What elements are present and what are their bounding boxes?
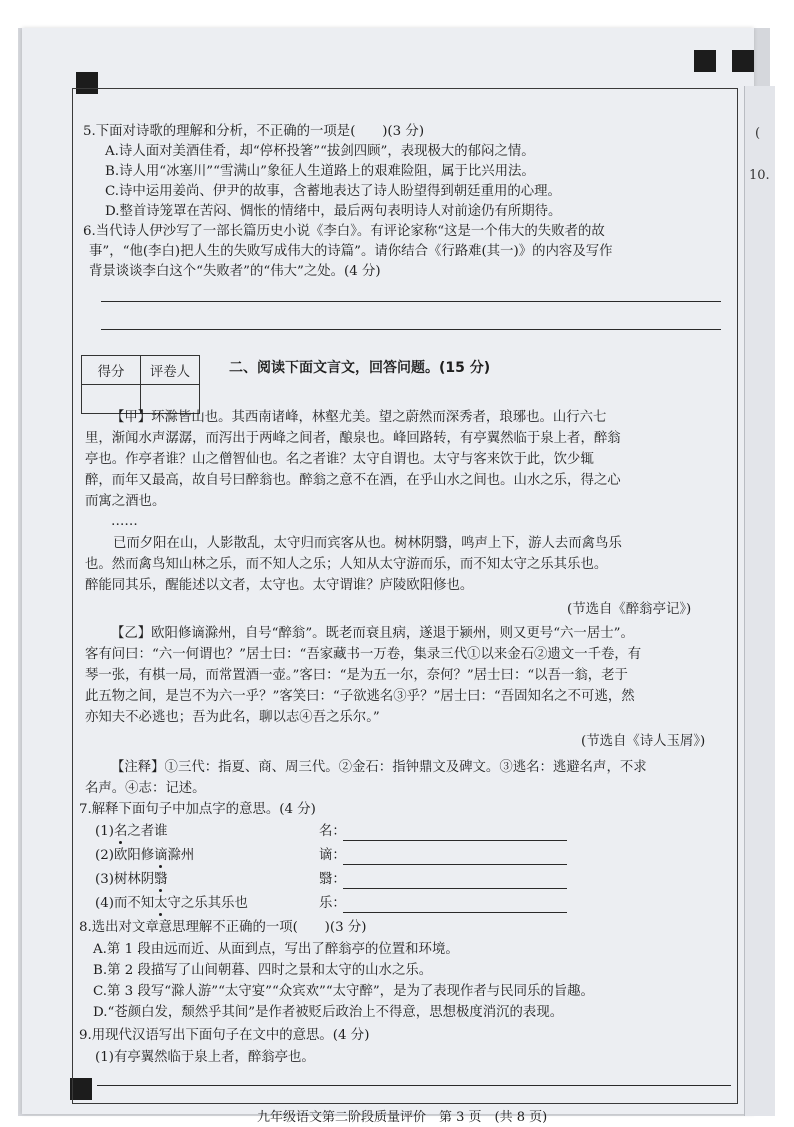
notes-line-2: 名声。④志：记述。 xyxy=(85,781,206,796)
q7-item-rest: 滁州 xyxy=(167,848,195,863)
dotted-char: 谪 xyxy=(154,848,168,863)
q8-stem: 8.选出对文章意思理解不正确的一项( )(3 分) xyxy=(79,920,367,935)
q7-answer-line-4[interactable] xyxy=(343,912,567,913)
score-header: 得分 xyxy=(82,356,141,385)
passage-yi-line: 琴一张，有棋一局，而常置酒一壶。”客曰：“是为五一尔，奈何？”居士曰：“以吾一翁，老于 xyxy=(85,668,628,683)
q6-line-3: 背景谈谈李白这个“失败者”的“伟大”之处。(4 分) xyxy=(89,264,381,279)
dotted-char: 太 xyxy=(154,896,168,911)
q9-answer-line[interactable] xyxy=(97,1085,731,1086)
q9-item-1: (1)有亭翼然临于泉上者，醉翁亭也。 xyxy=(95,1050,315,1065)
q5-option-c: C.诗中运用姜尚、伊尹的故事，含蓄地表达了诗人盼望得到朝廷重用的心理。 xyxy=(105,184,561,199)
q7-key-2: 谪： xyxy=(319,848,346,863)
q7-item-2 xyxy=(95,847,194,865)
q7-item-prefix: (3)树林阴 xyxy=(95,872,155,887)
q7-answer-line-1[interactable] xyxy=(343,840,567,841)
adjacent-page-text: 10. xyxy=(749,168,770,183)
q7-item-prefix: (1) xyxy=(95,824,114,839)
q7-item-rest: 之者谁 xyxy=(127,824,168,839)
q6-line-1: 6.当代诗人伊沙写了一部长篇历史小说《李白》。有评论家称“这是一个伟大的失败者的故 xyxy=(83,224,605,239)
q8-option-a: A.第 1 段由远而近、从面到点，写出了醉翁亭的位置和环境。 xyxy=(93,942,459,957)
passage-jia-line: 醉，而年又最高，故自号曰醉翁也。醉翁之意不在酒，在乎山水之间也。山水之乐，得之心 xyxy=(85,473,621,488)
page-footer: 九年级语文第二阶段质量评价 第 3 页 (共 8 页) xyxy=(257,1110,548,1125)
q7-item-3 xyxy=(95,871,168,889)
q6-answer-line-1[interactable] xyxy=(101,301,721,302)
q7-key-4: 乐： xyxy=(319,896,346,911)
passage-jia-line: 【甲】环滁皆山也。其西南诸峰，林壑尤美。望之蔚然而深秀者，琅琊也。山行六七 xyxy=(111,410,607,425)
q8-option-d: D.“苍颜白发，颓然乎其间”是作者被贬后政治上不得意，思想极度消沉的表现。 xyxy=(93,1005,564,1020)
photo-background xyxy=(18,28,770,1125)
q8-option-b: B.第 2 段描写了山间朝暮、四时之景和太守的山水之乐。 xyxy=(93,963,433,978)
passage-jia-line: 里，渐闻水声潺潺，而泻出于两峰之间者，酿泉也。峰回路转，有亭翼然临于泉上者，醉翁 xyxy=(85,431,621,446)
registration-mark-top-right-1 xyxy=(694,50,716,72)
q7-answer-line-2[interactable] xyxy=(343,864,567,865)
q9-stem: 9.用现代汉语写出下面句子在文中的意思。(4 分) xyxy=(79,1028,370,1043)
passage-jia-line: 也。然而禽鸟知山林之乐，而不知人之乐；人知从太守游而乐，而不知太守之乐其乐也。 xyxy=(85,557,608,572)
q7-item-1 xyxy=(95,823,168,841)
q7-item-4 xyxy=(95,895,248,913)
passage-yi-line: 此五物之间，是岂不为六一乎？”客笑曰：“子欲逃名③乎？”居士曰：“吾固知名之不可逃，然 xyxy=(85,689,635,704)
q5-option-d: D.整首诗笼罩在苦闷、惆怅的情绪中，最后两句表明诗人对前途仍有所期待。 xyxy=(105,204,562,219)
q7-key-3: 翳： xyxy=(319,872,346,887)
q7-stem: 7.解释下面句子中加点字的意思。(4 分) xyxy=(79,802,316,817)
passage-jia-line: 已而夕阳在山，人影散乱，太守归而宾客从也。树林阴翳，鸣声上下，游人去而禽鸟乐 xyxy=(113,536,622,551)
passage-jia-source: (节选自《醉翁亭记》) xyxy=(567,602,692,617)
q7-key-1: 名： xyxy=(319,824,346,839)
question-frame xyxy=(72,88,738,1125)
q5-option-a: A.诗人面对美酒佳肴，却“停杯投箸”“拔剑四顾”，表现极大的郁闷之情。 xyxy=(105,144,535,159)
passage-yi-line: 亦知夫不必逃也；吾为此名，聊以志④吾之乐尔。” xyxy=(85,710,380,725)
dotted-char: 名 xyxy=(113,824,128,839)
registration-mark-top-right-2 xyxy=(732,50,754,72)
exam-paper xyxy=(22,28,770,1125)
passage-yi-line: 客有问曰：“六一何谓也？”居士曰：“吾家藏书一万卷，集录三代①以来金石②遗文一千卷，有 xyxy=(85,647,642,662)
passage-jia-line: 而寓之酒也。 xyxy=(85,494,166,509)
adjacent-page-text: ( xyxy=(755,126,761,141)
section-2-title: 二、阅读下面文言文，回答问题。(15 分) xyxy=(229,360,491,376)
score-table xyxy=(81,355,200,414)
q5-stem: 5.下面对诗歌的理解和分析，不正确的一项是( )(3 分) xyxy=(83,124,425,139)
dotted-char: 翳 xyxy=(154,872,168,887)
ellipsis: …… xyxy=(111,514,138,529)
q7-item-prefix: (4)而不知 xyxy=(95,896,155,911)
notes-line-1: 【注释】①三代：指夏、商、周三代。②金石：指钟鼎文及碑文。③逃名：逃避名声，不求 xyxy=(111,760,647,775)
q7-item-rest: 守之乐其乐也 xyxy=(167,896,248,911)
passage-yi-source: (节选自《诗人玉屑》) xyxy=(581,734,706,749)
passage-jia-line: 亭也。作亭者谁？山之僧智仙也。名之者谁？太守自谓也。太守与客来饮于此，饮少辄 xyxy=(85,452,594,467)
q6-line-2: 事”，“他(李白)把人生的失败写成伟大的诗篇”。请你结合《行路难(其一)》的内容及写作 xyxy=(89,244,613,259)
passage-jia-line: 醉能同其乐，醒能述以文者，太守也。太守谓谁？庐陵欧阳修也。 xyxy=(85,578,474,593)
q7-answer-line-3[interactable] xyxy=(343,888,567,889)
adjacent-page-edge xyxy=(744,86,775,1116)
q7-item-prefix: (2)欧阳修 xyxy=(95,848,155,863)
grader-header: 评卷人 xyxy=(141,356,200,385)
q6-answer-line-2[interactable] xyxy=(101,329,721,330)
q8-option-c: C.第 3 段写“滁人游”“太守宴”“众宾欢”“太守醉”，是为了表现作者与民同乐的旨趣。 xyxy=(93,984,594,999)
q5-option-b: B.诗人用“冰塞川”“雪满山”象征人生道路上的艰难险阻，属于比兴用法。 xyxy=(105,164,535,179)
passage-yi-line: 【乙】欧阳修谪滁州，自号“醉翁”。既老而衰且病，遂退于颍州，则又更号“六一居士”。 xyxy=(111,626,634,641)
